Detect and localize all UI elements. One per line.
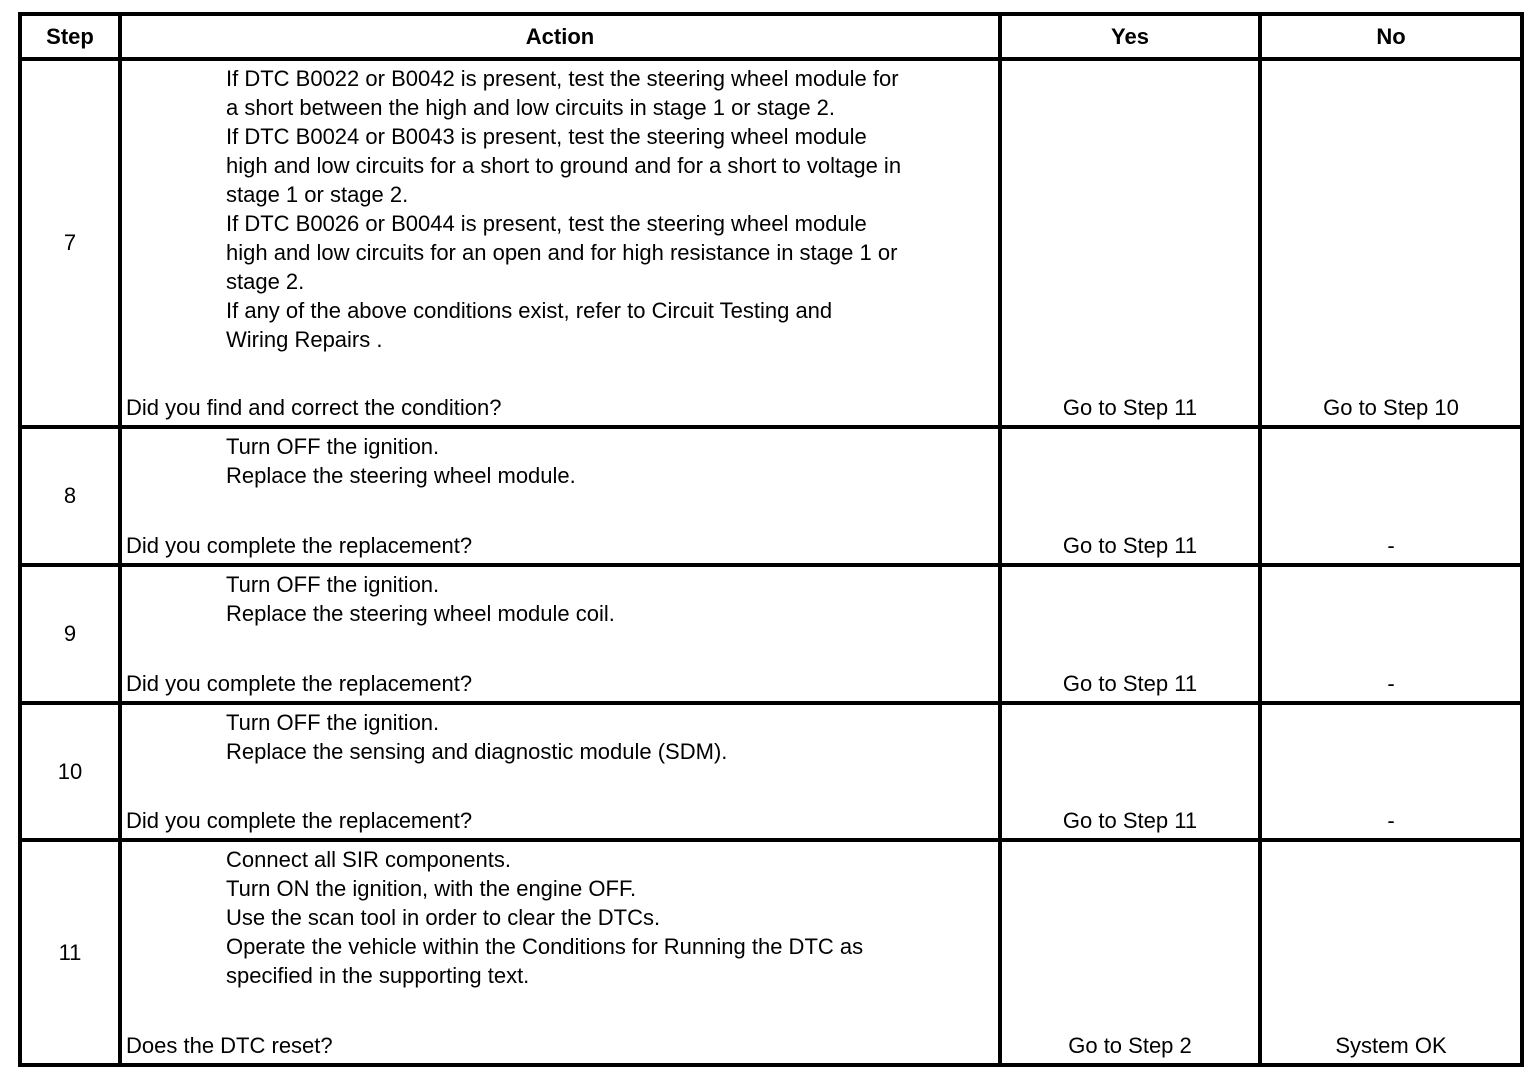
no-result: - [1260,703,1522,840]
step-number: 11 [20,840,120,1065]
instruction-line: a short between the high and low circuits in stage 1 or stage 2. [226,95,836,120]
instruction-line: stage 2. [226,269,305,294]
action-cell [120,427,1000,565]
yes-result: Go to Step 11 [1000,703,1260,840]
action-cell [120,59,1000,427]
instruction-line: Turn ON the ignition, with the engine OFF. [226,876,637,901]
instruction-line: specified in the supporting text. [226,963,530,988]
header-yes: Yes [1000,14,1260,59]
instruction-line: Connect all SIR components. [226,847,511,872]
instruction-line: stage 1 or stage 2. [226,182,409,207]
action-instructions [122,842,998,990]
no-result: - [1260,565,1522,703]
action-question: Did you complete the replacement? [126,533,473,558]
action-instructions [122,61,998,354]
table-row [20,703,1522,840]
instruction-line: If DTC B0022 or B0042 is present, test the steering wheel module for [226,66,899,91]
header-action: Action [120,14,1000,59]
instruction-line: Replace the sensing and diagnostic module (SDM). [226,739,728,764]
action-instructions [122,705,998,766]
step-number: 8 [20,427,120,565]
table-row [20,427,1522,565]
header-step: Step [20,14,120,59]
yes-result: Go to Step 2 [1000,840,1260,1065]
yes-result: Go to Step 11 [1000,427,1260,565]
header-row [20,14,1522,59]
instruction-line: Turn OFF the ignition. [226,710,440,735]
instruction-line: high and low circuits for a short to ground and for a short to voltage in [226,153,902,178]
table-row [20,840,1522,1065]
instruction-line: If any of the above conditions exist, refer to Circuit Testing and [226,298,833,323]
action-question: Did you find and correct the condition? [126,395,502,420]
instruction-line: Turn OFF the ignition. [226,572,440,597]
instruction-line: Use the scan tool in order to clear the DTCs. [226,905,661,930]
action-instructions [122,429,998,490]
table-row [20,59,1522,427]
action-instructions [122,567,998,628]
yes-result: Go to Step 11 [1000,565,1260,703]
action-question: Did you complete the replacement? [126,671,473,696]
instruction-line: If DTC B0026 or B0044 is present, test the steering wheel module [226,211,867,236]
step-number: 7 [20,59,120,427]
action-cell [120,840,1000,1065]
instruction-line: Operate the vehicle within the Conditions for Running the DTC as [226,934,864,959]
table-row [20,565,1522,703]
yes-result: Go to Step 11 [1000,59,1260,427]
instruction-line: high and low circuits for an open and for high resistance in stage 1 or [226,240,898,265]
no-result: System OK [1260,840,1522,1065]
action-question: Does the DTC reset? [126,1033,333,1058]
step-number: 9 [20,565,120,703]
instruction-line: Turn OFF the ignition. [226,434,440,459]
action-cell [120,565,1000,703]
no-result: - [1260,427,1522,565]
instruction-line: Replace the steering wheel module coil. [226,601,615,626]
action-cell [120,703,1000,840]
instruction-line: Wiring Repairs . [226,327,383,352]
instruction-line: If DTC B0024 or B0043 is present, test the steering wheel module [226,124,867,149]
instruction-line: Replace the steering wheel module. [226,463,576,488]
no-result: Go to Step 10 [1260,59,1522,427]
step-number: 10 [20,703,120,840]
header-no: No [1260,14,1522,59]
diagnostic-table [18,12,1524,1067]
action-question: Did you complete the replacement? [126,808,473,833]
